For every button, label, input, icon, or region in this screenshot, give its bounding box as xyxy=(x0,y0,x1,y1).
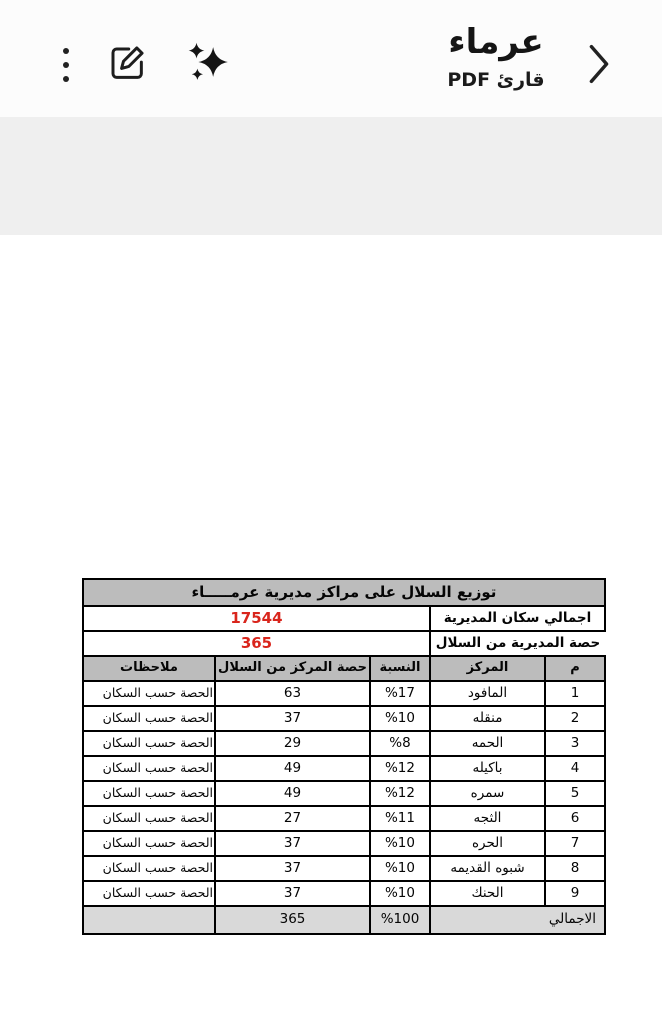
cell-note: الحصة حسب السكان xyxy=(83,681,215,706)
app-title-block xyxy=(426,20,566,91)
pdf-page xyxy=(0,235,662,1024)
cell-percent: %10 xyxy=(370,831,430,856)
cell-no: 9 xyxy=(545,881,605,906)
table-row xyxy=(83,731,605,756)
cell-center: الثجه xyxy=(430,806,545,831)
summary-value: 17544 xyxy=(83,606,430,631)
chevron-right-icon xyxy=(586,42,612,86)
more-options-button[interactable] xyxy=(54,44,78,86)
cell-share: 37 xyxy=(215,881,370,906)
column-header-percent: النسبة xyxy=(370,656,430,681)
cell-center: الحمه xyxy=(430,731,545,756)
cell-share: 37 xyxy=(215,706,370,731)
cell-share: 37 xyxy=(215,856,370,881)
edit-button[interactable] xyxy=(106,42,148,84)
kebab-menu-icon xyxy=(63,48,69,54)
table-row xyxy=(83,806,605,831)
cell-share: 29 xyxy=(215,731,370,756)
cell-percent: %8 xyxy=(370,731,430,756)
cell-note: الحصة حسب السكان xyxy=(83,806,215,831)
cell-percent: %10 xyxy=(370,881,430,906)
cell-no: 8 xyxy=(545,856,605,881)
total-share: 365 xyxy=(215,906,370,934)
table-title: توزيع السلال على مراكز مديرية عرمـــــاء xyxy=(83,579,605,606)
cell-no: 5 xyxy=(545,781,605,806)
cell-note: الحصة حسب السكان xyxy=(83,856,215,881)
sparkles-icon xyxy=(186,40,228,84)
table-row xyxy=(83,781,605,806)
cell-no: 3 xyxy=(545,731,605,756)
kebab-menu-icon xyxy=(63,76,69,82)
ai-sparkles-button[interactable] xyxy=(186,40,228,84)
table-row xyxy=(83,756,605,781)
cell-percent: %12 xyxy=(370,781,430,806)
cell-center: المافود xyxy=(430,681,545,706)
table-header-row xyxy=(83,656,605,681)
table-total-row xyxy=(83,906,605,934)
cell-share: 63 xyxy=(215,681,370,706)
summary-value: 365 xyxy=(83,631,430,656)
cell-no: 1 xyxy=(545,681,605,706)
table-row xyxy=(83,881,605,906)
app-subtitle: قارئ PDF xyxy=(447,69,545,92)
cell-center: باكيله xyxy=(430,756,545,781)
cell-no: 6 xyxy=(545,806,605,831)
cell-share: 49 xyxy=(215,781,370,806)
column-header-no: م xyxy=(545,656,605,681)
cell-share: 49 xyxy=(215,756,370,781)
cell-note: الحصة حسب السكان xyxy=(83,731,215,756)
cell-center: شبوه القديمه xyxy=(430,856,545,881)
cell-center: منقله xyxy=(430,706,545,731)
viewer-background-band xyxy=(0,117,662,235)
cell-no: 7 xyxy=(545,831,605,856)
table-title-row xyxy=(83,579,605,606)
column-header-notes: ملاحظات xyxy=(83,656,215,681)
summary-label: اجمالي سكان المديرية xyxy=(430,606,605,631)
cell-note: الحصة حسب السكان xyxy=(83,831,215,856)
app-title: عرماء xyxy=(448,22,544,62)
total-note xyxy=(83,906,215,934)
cell-percent: %12 xyxy=(370,756,430,781)
cell-share: 37 xyxy=(215,831,370,856)
cell-no: 4 xyxy=(545,756,605,781)
column-header-center: المركز xyxy=(430,656,545,681)
summary-row-share xyxy=(83,631,605,656)
total-percent: %100 xyxy=(370,906,430,934)
total-label: الاجمالي xyxy=(430,906,605,934)
cell-note: الحصة حسب السكان xyxy=(83,881,215,906)
distribution-table xyxy=(84,578,606,935)
cell-percent: %17 xyxy=(370,681,430,706)
cell-no: 2 xyxy=(545,706,605,731)
back-button[interactable] xyxy=(580,36,618,92)
table-row xyxy=(83,681,605,706)
cell-center: الحره xyxy=(430,831,545,856)
column-header-share: حصة المركز من السلال xyxy=(215,656,370,681)
summary-row-population xyxy=(83,606,605,631)
kebab-menu-icon xyxy=(63,62,69,68)
cell-center: الحنك xyxy=(430,881,545,906)
cell-share: 27 xyxy=(215,806,370,831)
cell-note: الحصة حسب السكان xyxy=(83,756,215,781)
cell-note: الحصة حسب السكان xyxy=(83,781,215,806)
distribution-table-grid xyxy=(82,578,606,935)
toolbar xyxy=(0,0,662,117)
cell-percent: %10 xyxy=(370,856,430,881)
cell-percent: %11 xyxy=(370,806,430,831)
table-row xyxy=(83,706,605,731)
summary-label: حصة المديرية من السلال xyxy=(430,631,605,656)
table-row xyxy=(83,856,605,881)
cell-center: سمره xyxy=(430,781,545,806)
edit-compose-icon xyxy=(106,42,148,84)
cell-percent: %10 xyxy=(370,706,430,731)
table-row xyxy=(83,831,605,856)
cell-note: الحصة حسب السكان xyxy=(83,706,215,731)
